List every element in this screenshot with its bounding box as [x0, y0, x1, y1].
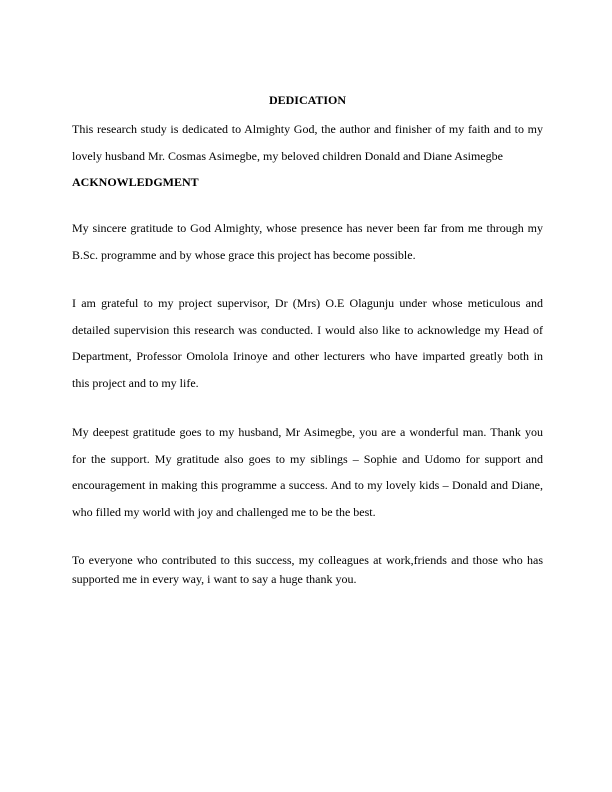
dedication-heading: DEDICATION	[268, 93, 347, 107]
acknowledgment-paragraph-3: My deepest gratitude goes to my husband, Mr Asimegbe, you are a wonderful man. Thank you for the support. My gratitude also goes to my siblings – Sophie and Udomo for support and encouragement in making this programme a success. And to my lovely kids – Donald and Diane, who filled my world with joy and challenged me to be the best.	[72, 425, 543, 519]
acknowledgment-heading: ACKNOWLEDGMENT	[72, 175, 199, 189]
acknowledgment-paragraph-2: I am grateful to my project supervisor, Dr (Mrs) O.E Olagunju under whose meticulous and detailed supervision this research was conducted. I would also like to acknowledge my Head of Department, Professor Omolola Irinoye and other lecturers who have imparted greatly both in this project and to my life.	[72, 296, 543, 390]
dedication-text: This research study is dedicated to Almighty God, the author and finisher of my faith and to my lovely husband Mr. Cosmas Asimegbe, my beloved children Donald and Diane Asimegbe	[72, 122, 543, 163]
acknowledgment-paragraph-4: To everyone who contributed to this success, my colleagues at work,friends and those who has supported me in every way, i want to say a huge thank you.	[72, 553, 543, 586]
acknowledgment-paragraph-1: My sincere gratitude to God Almighty, whose presence has never been far from me through my B.Sc. programme and by whose grace this project has become possible.	[72, 221, 543, 262]
